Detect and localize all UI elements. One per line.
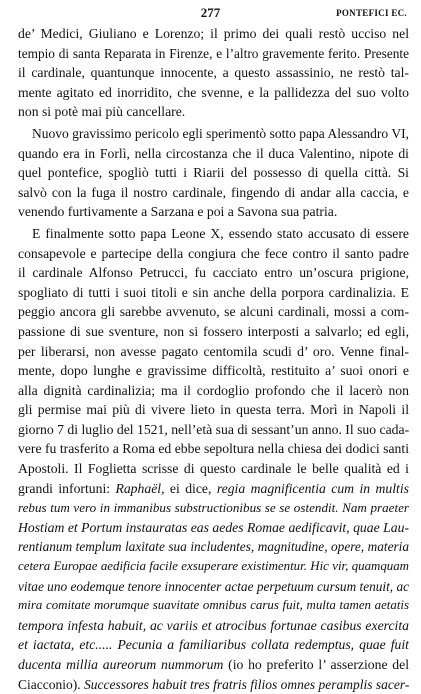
text-line — [18, 537, 409, 557]
text-line — [18, 244, 409, 264]
text-segment: giorno 7 di luglio del 1521, nell’età sua di sessant’un anno. Il suo cada- — [18, 421, 409, 437]
text-line — [18, 322, 409, 342]
text-segment: alla dignità cardinalizia; ma il cordoglio profondo che il lacerò non — [18, 382, 409, 398]
latin-quote-segment: et iactata, etc..... Pecunia a familiaribus collata redemptus, quae fuit — [18, 637, 409, 653]
text-segment: venendo furtivamente a Sarzana e poi a Savona sua patria. — [18, 204, 338, 220]
text-line — [18, 655, 409, 675]
body-text — [18, 24, 409, 694]
text-segment: quel pontefice, spogliò tutti i Riarii del possesso di quella città. Si — [18, 165, 409, 181]
text-segment: passione di sue sventure, non si fossero interposti a salvarlo; ed egli, — [18, 323, 409, 339]
text-line — [18, 616, 409, 636]
latin-quote-segment: tempora infesta habuit, ac variis et atrocibus fortunae casibus exercita — [18, 617, 409, 633]
text-segment: consapevole e partecipe della congiura che fece contro il santo padre — [18, 245, 409, 261]
text-segment: mente agitato ed inorridito, che svenne, e la pallidezza del suo volto — [18, 84, 409, 100]
text-line — [18, 102, 409, 122]
latin-quote-segment: ducenta millia aureorum nummorum — [18, 657, 224, 672]
text-segment: tempio di santa Reparata in Firenze, e l’altro gravemente ferito. Presente — [18, 45, 409, 61]
text-segment: il cardinale Alfonso Petrucci, fu cacciato entro un’oscura prigione, — [18, 265, 409, 281]
text-line — [18, 381, 409, 401]
text-segment: peggio ancora gli sarebbe avvenuto, se alcuni cardinali, mossi a com- — [18, 304, 409, 320]
text-line — [18, 479, 409, 499]
text-line — [18, 144, 409, 164]
text-line — [18, 361, 409, 381]
running-head: PONTEFICI EC. — [336, 8, 407, 18]
text-line — [18, 263, 409, 283]
text-segment: Nuovo gravissimo pericolo egli sperimentò sotto papa Alessandro VI, — [32, 125, 409, 141]
text-line — [18, 183, 409, 203]
text-line — [18, 596, 409, 616]
text-line — [18, 83, 409, 103]
latin-quote-segment: regia magnificentia cum in multis — [216, 480, 409, 496]
text-segment: mente, dopo lunghe e gravissime difficoltà, restituito a’ suoi onori e — [18, 363, 409, 379]
text-line — [18, 44, 409, 64]
text-line — [18, 202, 409, 222]
text-segment: grandi infortuni: — [18, 480, 116, 496]
latin-quote-segment: rentianum templum laxitate sua includentes, magnitudine, opere, materia — [18, 539, 409, 555]
text-segment: (io ho preferito l’ asserzione del — [223, 657, 409, 672]
text-line — [18, 498, 409, 518]
text-segment: non si potè mai più cancellare. — [18, 104, 186, 120]
latin-quote-segment: cetera Europae aedificia facile exsuperare existimentur. Hic vir, quamquam — [18, 559, 409, 574]
text-line — [18, 224, 409, 244]
text-segment: il cardinale, quantunque innocente, a questo assassinio, ne restò tal- — [18, 65, 409, 81]
text-segment: de’ Medici, Giuliano e Lorenzo; il primo dei quali restò ucciso nel — [18, 26, 409, 41]
text-line — [18, 302, 409, 322]
latin-quote-segment: vitae uno eodemque tenore innocenter actae perpetuum cursum tenuit, ac — [18, 578, 409, 594]
text-line — [18, 518, 409, 538]
text-segment: salvò con la fuga il nostro cardinale, fingendo di andar alla caccia, e — [18, 184, 409, 200]
text-line — [18, 283, 409, 303]
text-line — [18, 459, 409, 479]
text-line — [18, 420, 409, 440]
text-line — [18, 163, 409, 183]
latin-quote-segment: Hostiam et Portum instauratas eas aedes Romae aedificavit, quae Lau- — [18, 519, 409, 535]
text-line — [18, 342, 409, 362]
text-segment: Apostoli. Il Foglietta scrisse di questo cardinale le belle qualità ed i — [18, 461, 409, 477]
latin-quote-segment: rebus tum vero in immanibus substructionibus se se ostendit. Nam praeter — [18, 500, 409, 516]
page-number: 277 — [200, 5, 221, 20]
text-line — [18, 635, 409, 655]
page-header — [0, 5, 421, 23]
text-line — [18, 63, 409, 83]
text-line — [18, 24, 409, 44]
text-line — [18, 577, 409, 597]
text-segment: per liberarsi, non avesse pagato centomila scudi d’ oro. Venne final- — [18, 343, 409, 359]
text-segment: quando era in Forlì, nella circostanza che il duca Valentino, nipote di — [18, 145, 409, 161]
text-segment: , ei dice, — [161, 480, 217, 496]
latin-quote-segment: mira comitate morumque suavitate omnibus carus fuit, multa tamen aetatis — [18, 598, 409, 613]
text-line — [18, 439, 409, 459]
text-segment: gli permise mai più di vivere lieto in questa terra. Morì in Napoli il — [18, 402, 409, 418]
text-line — [18, 675, 409, 694]
text-line — [18, 124, 409, 144]
text-segment: E finalmente sotto papa Leone X, essendo stato accusato di essere — [32, 225, 409, 241]
latin-quote-segment: Successores habuit tres fratris filios omnes peramplis sacer- — [83, 676, 409, 692]
text-segment: vere fu trasferito a Roma ed ebbe sepoltura nella chiesa dei dodici santi — [18, 441, 409, 457]
text-line — [18, 557, 409, 577]
text-segment: spogliato di tutti i suoi titoli e sin anche della porpora cardinalizia. E — [18, 284, 409, 300]
text-line — [18, 400, 409, 420]
latin-quote-segment: Raphaël — [115, 480, 162, 496]
text-segment: Ciacconio). — [18, 676, 84, 692]
